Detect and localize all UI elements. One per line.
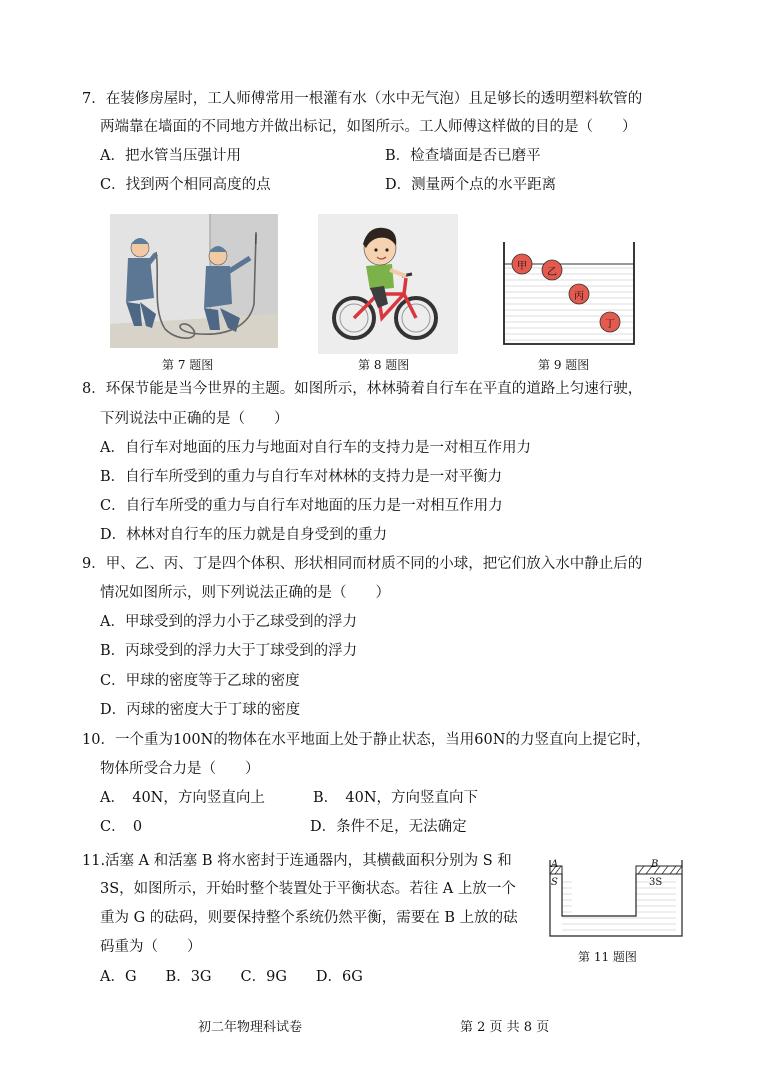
q10-option-d: D．条件不足，无法确定 [310,819,467,835]
q11-stem-line2: 3S，如图所示，开始时整个装置处于平衡状态。若往 A 上放一个 [100,881,516,897]
q7-option-a: A．把水管当压强计用 [100,148,241,164]
area-3s-label: 3S [649,877,663,888]
q8-stem-line2: 下列说法中正确的是（ ） [100,411,289,427]
footer-page-number: 第 2 页 共 8 页 [460,1020,550,1035]
q7-option-b: B．检查墙面是否已磨平 [385,148,541,164]
fig7-workers-image [110,214,278,348]
q8-option-a: A．自行车对地面的压力与地面对自行车的支持力是一对相互作用力 [100,440,531,456]
q9-option-d: D．丙球的密度大于丁球的密度 [100,702,301,718]
q10-option-a: A． 40N，方向竖直向上 [100,790,265,806]
q9-option-b: B．丙球受到的浮力大于丁球受到的浮力 [100,643,358,659]
fig11-caption: 第 11 题图 [578,950,637,964]
q10-stem-line2: 物体所受合力是（ ） [100,761,260,777]
q7-option-c: C．找到两个相同高度的点 [100,177,271,193]
q9-option-c: C．甲球的密度等于乙球的密度 [100,673,300,689]
q11-stem-line3: 重为 G 的砝码，则要保持整个系统仍然平衡，需要在 B 上放的砝 [100,910,518,926]
q7-stem-line1: 7．在装修房屋时，工人师傅常用一根灌有水（水中无气泡）且足够长的透明塑料软管的 [82,91,643,107]
q8-option-b: B．自行车所受到的重力与自行车对林林的支持力是一对平衡力 [100,469,503,485]
fig11-connected-vessel-diagram [546,858,686,944]
q7-stem-line2: 两端靠在墙面的不同地方并做出标记，如图所示。工人师傅这样做的目的是（ ） [100,119,637,135]
fig7-caption: 第 7 题图 [162,358,214,372]
piston-b-label: B [651,859,659,870]
ball-jia-label: 甲 [517,261,527,272]
q9-stem-line1: 9．甲、乙、丙、丁是四个体积、形状相同而材质不同的小球，把它们放入水中静止后的 [82,556,643,572]
q10-option-b: B． 40N，方向竖直向下 [313,790,479,806]
q7-option-d: D．测量两个点的水平距离 [385,177,557,193]
ball-yi-label: 乙 [547,267,557,278]
q9-stem-line2: 情况如图所示，则下列说法正确的是（ ） [100,585,390,601]
area-s-label: S [551,877,558,888]
q8-stem-line1: 8．环保节能是当今世界的主题。如图所示，林林骑着自行车在平直的道路上匀速行驶， [82,381,643,397]
q11-stem-line4: 码重为（ ） [100,939,202,955]
fig8-bicycle-image [318,214,458,354]
footer-exam-title: 初二年物理科试卷 [198,1020,303,1035]
ball-bing-label: 丙 [574,291,584,302]
q9-option-a: A．甲球受到的浮力小于乙球受到的浮力 [100,614,357,630]
fig8-caption: 第 8 题图 [358,358,410,372]
q10-stem-line1: 10．一个重为100N的物体在水平地面上处于静止状态，当用60N的力竖直向上提它时， [82,732,651,748]
piston-a-label: A [551,859,559,870]
fig9-caption: 第 9 题图 [538,358,590,372]
q10-option-c: C． 0 [100,819,143,835]
q8-option-c: C．自行车所受的重力与自行车对地面的压力是一对相互作用力 [100,498,503,514]
q11-stem-line1: 11.活塞 A 和活塞 B 将水密封于连通器内，其横截面积分别为 S 和 [82,853,512,869]
ball-ding-label: 丁 [605,319,615,330]
q11-options: A．G B．3G C．9G D．6G [100,969,363,985]
q8-option-d: D．林林对自行车的压力就是自身受到的重力 [100,527,388,543]
